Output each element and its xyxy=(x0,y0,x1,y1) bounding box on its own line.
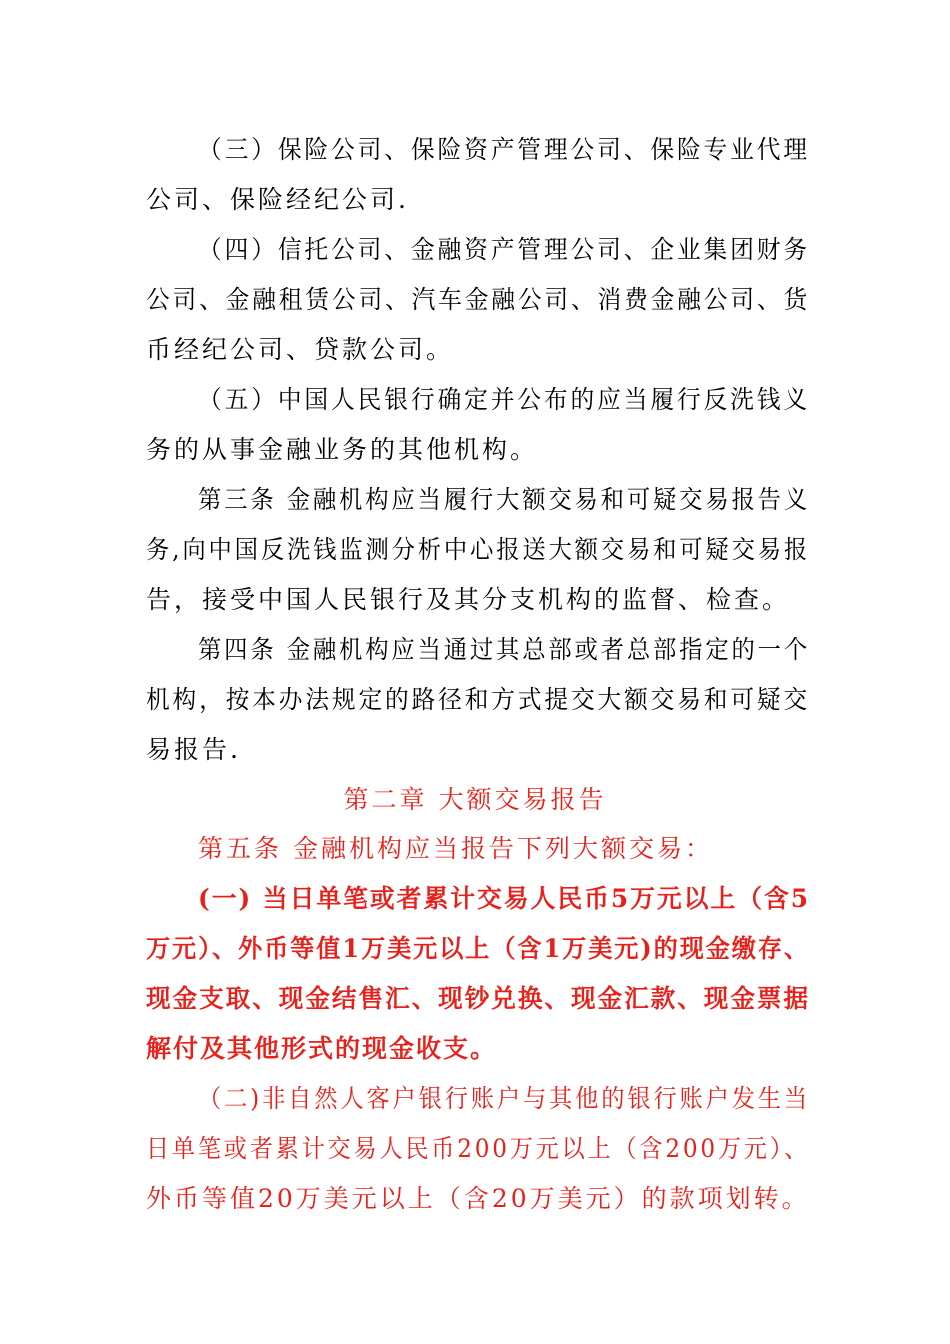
paragraph-3-line-2: 公司、保险经纪公司. xyxy=(146,185,409,214)
paragraph-4-line-2: 公司、金融租赁公司、汽车金融公司、消费金融公司、货 xyxy=(146,285,811,314)
paragraph-3-line-1: （三）保险公司、保险资产管理公司、保险专业代理 xyxy=(198,135,811,164)
item-1-line-4: 解付及其他形式的现金收支。 xyxy=(146,1034,498,1063)
item-1-line-1: (一) 当日单笔或者累计交易人民币5万元以上（含5 xyxy=(198,884,810,913)
paragraph-4-line-1: （四）信托公司、金融资产管理公司、企业集团财务 xyxy=(198,235,811,264)
chapter-2-heading: 第二章 大额交易报告 xyxy=(343,785,607,814)
item-1-line-2: 万元）、外币等值1万美元以上（含1万美元)的现金缴存、 xyxy=(146,934,810,963)
paragraph-5-line-1: （五）中国人民银行确定并公布的应当履行反洗钱义 xyxy=(198,385,811,414)
article-5-line-1: 第五条 金融机构应当报告下列大额交易： xyxy=(198,834,713,863)
article-3-line-3: 告，接受中国人民银行及其分支机构的监督、检查。 xyxy=(146,585,791,614)
paragraph-4-line-3: 币经纪公司、贷款公司。 xyxy=(146,335,455,364)
article-4-line-3: 易报告. xyxy=(146,735,241,764)
item-1-line-3: 现金支取、现金结售汇、现钞兑换、现金汇款、现金票据 xyxy=(146,984,811,1013)
item-2-line-1: （二)非自然人客户银行账户与其他的银行账户发生当 xyxy=(198,1084,810,1113)
item-2-line-2: 日单笔或者累计交易人民币200万元以上（含200万元）、 xyxy=(146,1134,811,1163)
paragraph-5-line-2: 务的从事金融业务的其他机构。 xyxy=(146,435,539,464)
article-3-line-2: 务,向中国反洗钱监测分析中心报送大额交易和可疑交易报 xyxy=(146,535,811,564)
article-4-line-2: 机构，按本办法规定的路径和方式提交大额交易和可疑交 xyxy=(146,685,811,714)
article-3-line-1: 第三条 金融机构应当履行大额交易和可疑交易报告义 xyxy=(198,485,810,514)
item-2-line-3: 外币等值20万美元以上（含20万美元）的款项划转。 xyxy=(146,1184,810,1213)
article-4-line-1: 第四条 金融机构应当通过其总部或者总部指定的一个 xyxy=(198,635,810,664)
